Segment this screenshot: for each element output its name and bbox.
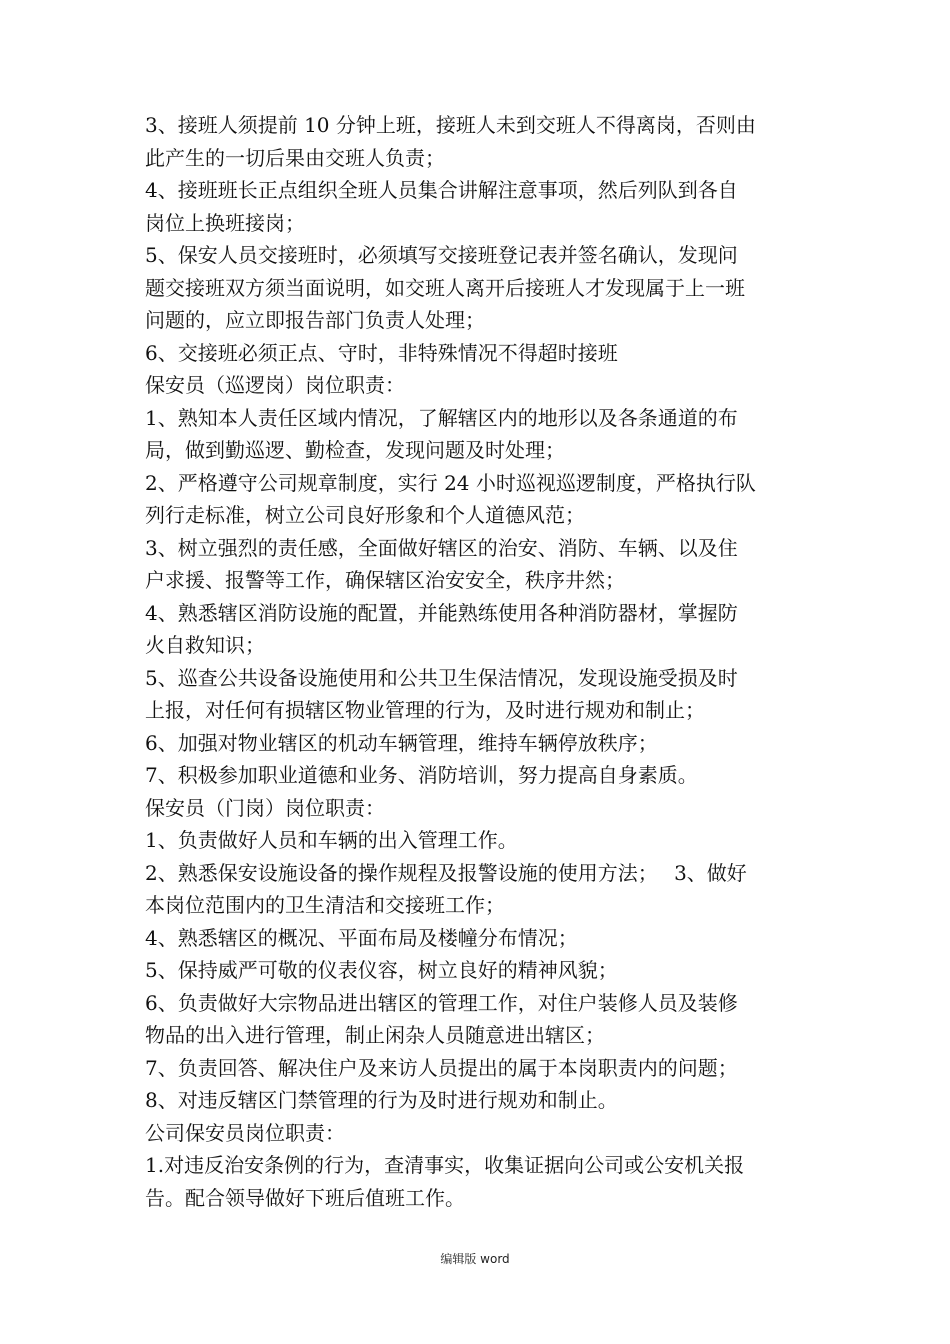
- text-line: 8、对违反辖区门禁管理的行为及时进行规劝和制止。: [145, 1088, 618, 1112]
- text-line: 4、接班班长正点组织全班人员集合讲解注意事项，然后列队到各自: [145, 178, 738, 202]
- text-line: 此产生的一切后果由交班人负责；: [145, 145, 445, 170]
- text-line: 1、负责做好人员和车辆的出入管理工作。: [145, 828, 518, 852]
- text-line: 5、巡查公共设备设施使用和公共卫生保洁情况，发现设施受损及时: [145, 665, 738, 690]
- text-line: 6、交接班必须正点、守时，非特殊情况不得超时接班: [145, 340, 618, 365]
- text-line: 告。配合领导做好下班后值班工作。: [145, 1185, 465, 1210]
- text-line: 列行走标准，树立公司良好形象和个人道德风范；: [145, 503, 585, 527]
- text-line: 3、树立强烈的责任感，全面做好辖区的治安、消防、车辆、以及住: [145, 535, 738, 560]
- text-line: 公司保安员岗位职责：: [145, 1120, 345, 1145]
- text-line: 局，做到勤巡逻、勤检查，发现问题及时处理；: [145, 438, 565, 462]
- text-line: 5、保持威严可敬的仪表仪容，树立良好的精神风貌；: [145, 958, 618, 982]
- text-line: 1、熟知本人责任区域内情况，了解辖区内的地形以及各条通道的布: [145, 405, 738, 430]
- text-line: 3、接班人须提前 10 分钟上班，接班人未到交班人不得离岗，否则由: [145, 113, 756, 137]
- text-line: 6、负责做好大宗物品进出辖区的管理工作，对住户装修人员及装修: [145, 990, 738, 1015]
- text-line: 2、熟悉保安设施设备的操作规程及报警设施的使用方法； 3、做好: [145, 860, 747, 885]
- text-line: 6、加强对物业辖区的机动车辆管理，维持车辆停放秩序；: [145, 730, 658, 755]
- text-line: 火自救知识；: [145, 633, 265, 657]
- page-footer: 编辑版 word: [440, 1252, 510, 1266]
- text-line: 户求援、报警等工作，确保辖区治安安全，秩序井然；: [145, 568, 625, 592]
- text-line: 保安员（门岗）岗位职责：: [145, 795, 385, 820]
- text-line: 保安员（巡逻岗）岗位职责：: [145, 373, 405, 397]
- text-line: 7、负责回答、解决住户及来访人员提出的属于本岗职责内的问题；: [145, 1055, 738, 1080]
- text-line: 本岗位范围内的卫生清洁和交接班工作；: [145, 893, 505, 917]
- text-line: 5、保安人员交接班时，必须填写交接班登记表并签名确认，发现问: [145, 243, 738, 267]
- text-line: 上报，对任何有损辖区物业管理的行为，及时进行规劝和制止；: [145, 698, 705, 722]
- text-line: 4、熟悉辖区消防设施的配置，并能熟练使用各种消防器材，掌握防: [145, 600, 738, 625]
- text-line: 2、严格遵守公司规章制度，实行 24 小时巡视巡逻制度，严格执行队: [145, 470, 756, 495]
- document-body: [145, 109, 810, 1214]
- text-line: 物品的出入进行管理，制止闲杂人员随意进出辖区；: [145, 1023, 605, 1047]
- text-line: 1.对违反治安条例的行为，查清事实，收集证据向公司或公安机关报: [145, 1153, 745, 1177]
- text-line: 题交接班双方须当面说明，如交班人离开后接班人才发现属于上一班: [145, 275, 745, 300]
- text-line: 7、积极参加职业道德和业务、消防培训，努力提高自身素质。: [145, 763, 698, 787]
- text-line: 岗位上换班接岗；: [145, 210, 305, 235]
- text-line: 问题的，应立即报告部门负责人处理；: [145, 308, 485, 332]
- text-line: 4、熟悉辖区的概况、平面布局及楼幢分布情况；: [145, 925, 578, 950]
